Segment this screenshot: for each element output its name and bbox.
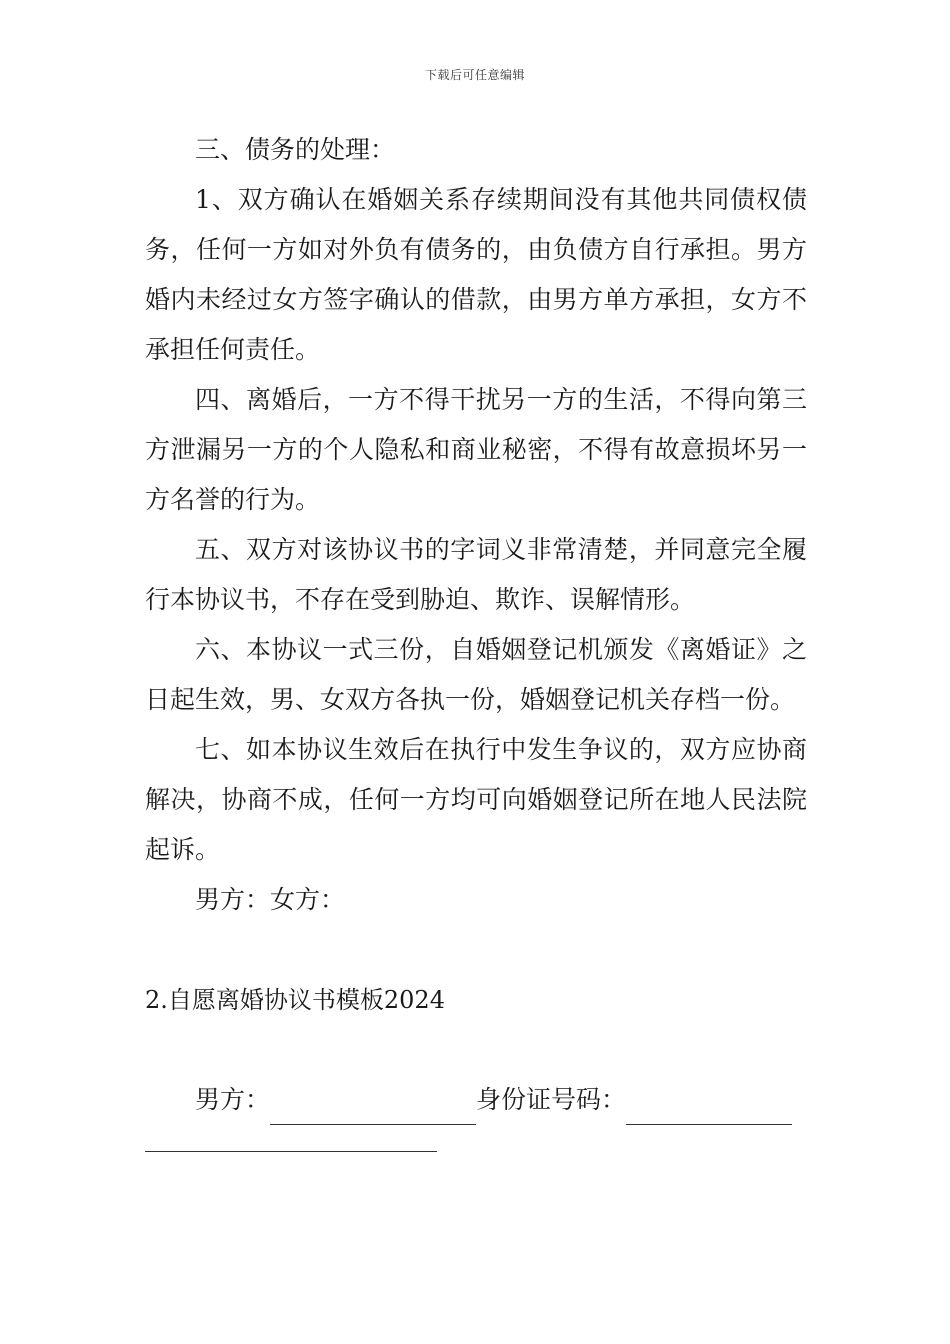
- clause-6-copies: 六、本协议一式三份，自婚姻登记机颁发《离婚证》之日起生效，男、女双方各执一份，婚姻登记机关存档一份。: [145, 635, 807, 714]
- debt-section-heading: 三、债务的处理：: [195, 135, 396, 164]
- document-body: [145, 125, 807, 1152]
- clause-4-privacy: 四、离婚后，一方不得干扰另一方的生活，不得向第三方泄漏另一方的个人隐私和商业秘密，不得有故意损坏另一方名誉的行为。: [145, 385, 807, 514]
- template-title: 2.自愿离婚协议书模板2024: [145, 986, 445, 1014]
- male-label: 男方：: [195, 1085, 271, 1114]
- male-name-blank[interactable]: [270, 1090, 476, 1125]
- spacer: [145, 925, 807, 975]
- id-number-blank-continued[interactable]: [145, 1125, 437, 1152]
- page-header: 下载后可任意编辑: [424, 68, 525, 82]
- signature-labels: 男方：女方：: [195, 885, 346, 914]
- clause-7-disputes: 七、如本协议生效后在执行中发生争议的，双方应协商解决，协商不成，任何一方均可向婚姻登记所在地人民法院起诉。: [145, 735, 807, 864]
- male-info-row: [145, 1075, 807, 1125]
- debt-clause-1: 1、双方确认在婚姻关系存续期间没有其他共同债权债务，任何一方如对外负有债务的，由负债方自行承担。男方婚内未经过女方签字确认的借款，由男方单方承担，女方不承担任何责任。: [145, 185, 807, 364]
- id-number-blank[interactable]: [626, 1090, 792, 1125]
- spacer: [145, 1025, 807, 1075]
- clause-5-understanding: 五、双方对该协议书的字词义非常清楚，并同意完全履行本协议书，不存在受到胁迫、欺诈、误解情形。: [145, 535, 807, 614]
- id-number-label: 身份证号码：: [476, 1085, 627, 1114]
